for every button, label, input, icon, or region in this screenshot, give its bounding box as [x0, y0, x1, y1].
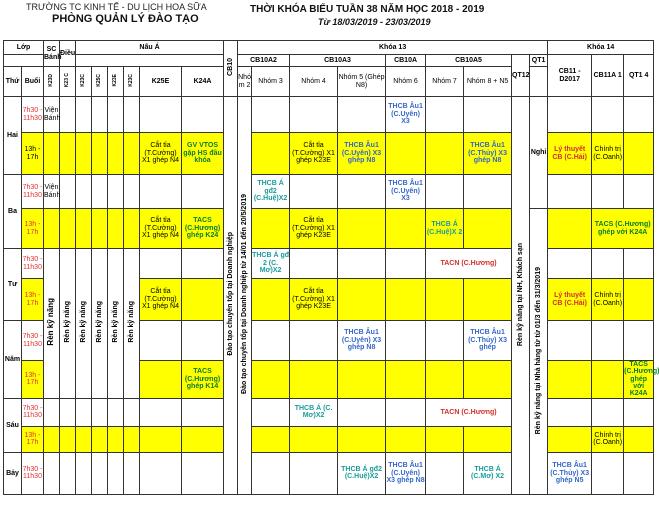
department-name: PHÒNG QUẢN LÝ ĐÀO TẠO	[52, 13, 199, 25]
day-hai: Hai	[4, 97, 22, 175]
col-k25e: K25E	[140, 67, 182, 97]
col-cb10a5: CB10A5	[426, 55, 512, 67]
col-qt12: QT12	[512, 55, 530, 97]
col-sc-banh: SC Bánh	[44, 41, 60, 67]
col-cb11: CB11 - D2017	[548, 55, 592, 97]
col-cb10a2: CB10A2	[238, 55, 290, 67]
col-cb10a3: CB10A3	[290, 55, 386, 67]
col-khoa14: Khóa 14	[548, 41, 654, 55]
page-title: THỜI KHÓA BIỂU TUẦN 38 NĂM HỌC 2018 - 2019	[250, 4, 485, 15]
day-bay: Bảy	[4, 452, 22, 494]
col-k24a: K24A	[182, 67, 224, 97]
date-range: Từ 18/03/2019 - 23/03/2019	[318, 17, 431, 27]
col-qt1: QT1	[530, 55, 548, 67]
col-cb10: CB10	[224, 41, 238, 97]
col-dieu: Điều	[60, 41, 76, 67]
col-cb11a: CB11A 1	[592, 55, 624, 97]
day-sau: Sáu	[4, 398, 22, 452]
school-name: TRƯỜNG TC KINH TẾ - DU LỊCH HOA SỮA	[26, 2, 207, 12]
qt12-vertical: Rèn kỹ năng tại NH, Khách sạn	[512, 97, 530, 495]
col-buoi: Buổi	[22, 67, 44, 97]
day-nam: Năm	[4, 321, 22, 399]
cb10-vertical: Đào tạo chuyên tốp tại Doanh nghiệp	[224, 97, 238, 495]
col-qt14: QT1 4	[624, 55, 654, 97]
col-nau-a: Nấu Á	[76, 41, 224, 55]
col-khoa13: Khóa 13	[238, 41, 548, 55]
col-thu: Thứ	[4, 67, 22, 97]
qt1-vertical: Rèn kỹ năng tại Nhà hàng từ từ 01/3 đến 31/3/2019	[530, 209, 548, 495]
day-ba: Ba	[4, 175, 22, 249]
col-lop: Lớp	[4, 41, 44, 55]
day-tu: Tư	[4, 249, 22, 321]
col-cb10a: CB10A	[386, 55, 426, 67]
timetable: Lớp SC Bánh Điều Nấu Á CB10 Khóa 13 Khóa 14 CB10A2 CB10A3 CB10A CB10A5 QT12 QT1 CB11 - D2017 CB11A 1 QT1 4 Thứ Buổi K23D K23 C K23C K25C K23E K23C K25E K24A Nhó m 2 Nhóm 3 Nhóm 4 Nhóm 5 (Ghép N8) Nhóm 6 Nhóm 7 Nhóm 8 + N5 Hai 7h30 - 11h30 Viện Bánh Đào tạo chuyên tốp tại Doanh nghiệp Đào tạo chuyên tốp tại Doanh nghiệp từ 14/01 đến 20/5/2019 THCB Âu1 (C.Uyên) X3 Rèn kỹ năng tại NH, Khách sạn Nghỉ 13h - 17h Cắt tỉa (T.Cường) X1 ghép N4 GV VTOS gặp HS đầu khóa Cắt tỉa (T.Cường) X1 ghép K23E THCB Âu1 (C.Uyên) X3 ghép N8 THCB Âu1 (C.Thủy) X3 ghép N8 Lý thuyết CB (C.Hải) Chính trị (C.Oanh) Ba 7h30 - 11h30 Viện Bánh THCB Á gđ2 (C.Huệ)X2 THCB Âu1 (C.Uyên) X3 13h - 17h Cắt tỉa (T.Cường) X1 ghép N4 TACS (C.Hương) ghép K24 Cắt tỉa (T.Cường) X1 ghép K23E THCB Á (C.Huệ)X 2 Rèn kỹ năng tại Nhà hàng từ từ 01/3 đến 31/3/2019 TACS (C.Hương) ghép với K24A Tư 7h30 - 11h30 Rèn kỹ năng Rèn kỹ năng Rèn kỹ năng Rèn kỹ năng Rèn kỹ năng Rèn kỹ năng THCB Á gđ 2 (C. Mơ)X2 TACN (C.Hương) 13h - 17h Cắt tỉa (T.Cường) X1 ghép N4 Cắt tỉa (T.Cường) X1 ghép K23E Lý thuyết CB (C.Hải) Chính trị (C.Oanh) Năm 7h30 - 11h30 THCB Âu1 (C.Uyên) X3 ghép N8 THCB Âu1 (C.Thủy) X3 ghép 13h - 17h TACS (C.Hương) ghép K14 TACS (C.Hương) ghép với K24A Sáu 7h30 - 11h30 THCB Á (C. Mơ)X2 TACN (C.Hương) 13h - 17h Chính trị (C.Oanh) Bảy 7h30 - 11h30 THCB Á gđ2 (C.Huệ)X2 THCB Âu1 (C.Uyên) X3 ghép N8 THCB Á (C.Mơ) X2 THCB Âu1 (C.Thủy) X3 ghép N5	[3, 40, 654, 495]
